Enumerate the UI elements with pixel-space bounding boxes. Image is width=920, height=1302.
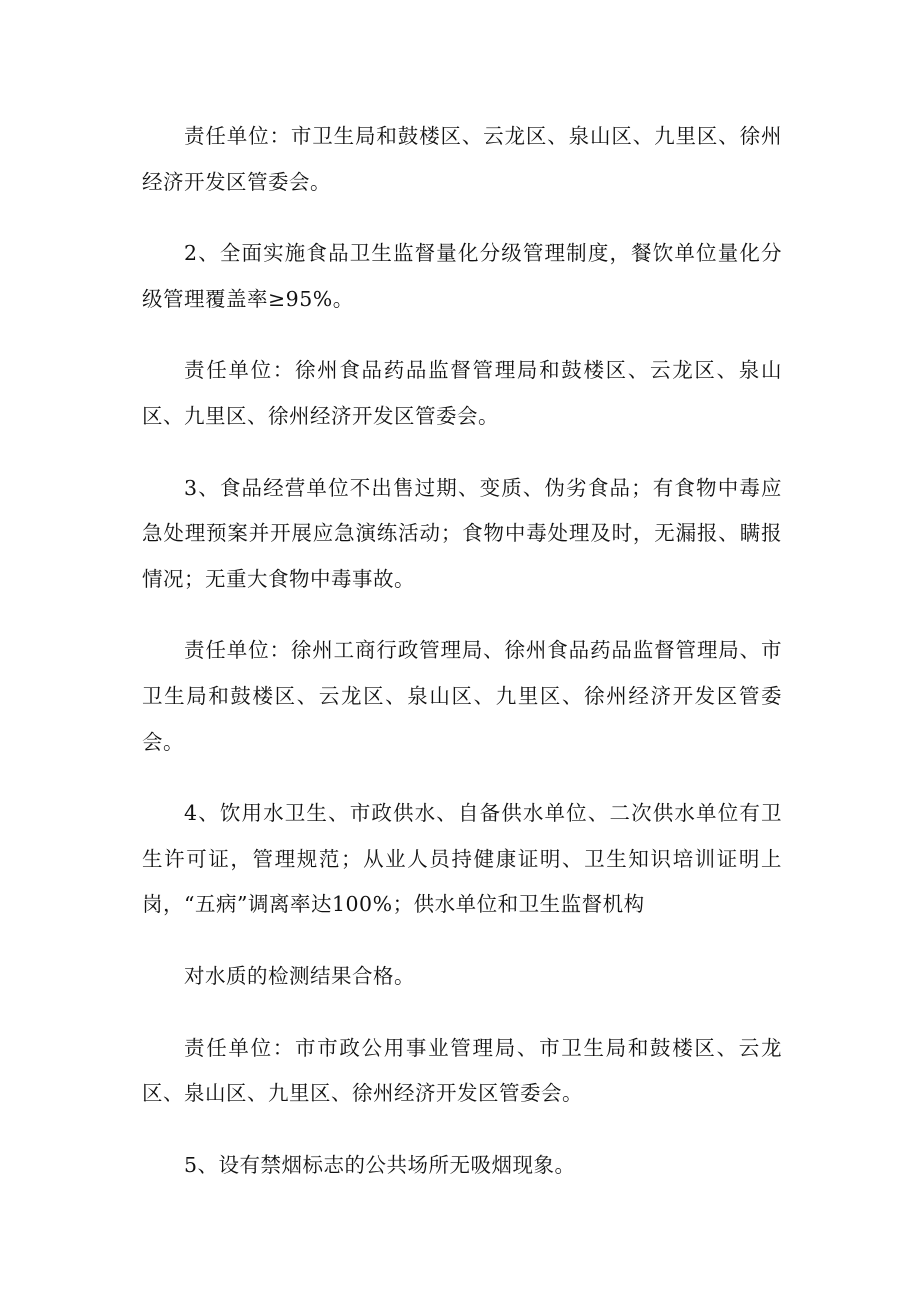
paragraph-responsible-unit-1: 责任单位：市卫生局和鼓楼区、云龙区、泉山区、九里区、徐州经济开发区管委会。 [142, 124, 782, 194]
paragraph-responsible-unit-3: 责任单位：徐州工商行政管理局、徐州食品药品监督管理局、市卫生局和鼓楼区、云龙区、泉山区、九里区、徐州经济开发区管委会。 [142, 638, 782, 754]
paragraph-item-5: 5、设有禁烟标志的公共场所无吸烟现象。 [184, 1152, 576, 1177]
paragraph-responsible-unit-2: 责任单位：徐州食品药品监督管理局和鼓楼区、云龙区、泉山区、九里区、徐州经济开发区管委会。 [142, 358, 782, 428]
paragraph-item-4-continued: 对水质的检测结果合格。 [184, 963, 415, 988]
paragraph-responsible-unit-4: 责任单位：市市政公用事业管理局、市卫生局和鼓楼区、云龙区、泉山区、九里区、徐州经济开发区管委会。 [142, 1035, 782, 1106]
paragraph-item-2: 2、全面实施食品卫生监督量化分级管理制度，餐饮单位量化分级管理覆盖率≥95%。 [142, 241, 782, 311]
document-body [142, 114, 782, 1214]
paragraph-item-3: 3、食品经营单位不出售过期、变质、伪劣食品；有食物中毒应急处理预案并开展应急演练活动；食物中毒处理及时，无漏报、瞒报情况；无重大食物中毒事故。 [142, 475, 782, 591]
paragraph-item-4: 4、饮用水卫生、市政供水、自备供水单位、二次供水单位有卫生许可证，管理规范；从业人员持健康证明、卫生知识培训证明上岗，“五病”调离率达100%；供水单位和卫生监督机构 [142, 801, 782, 917]
